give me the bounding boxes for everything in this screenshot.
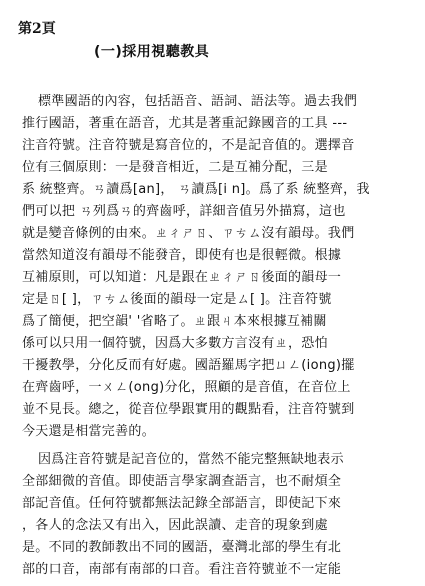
text-line: 部的口音，南部有南部的口音。看注音符號並不一定能 — [22, 562, 342, 577]
text-line: 推行國語，著重在語音，尤其是著重記錄國音的工具 --- — [22, 116, 348, 131]
text-line: 互補原則，可以知道：凡是跟在ㄓㄔㄕㄖ後面的韻母一 — [22, 270, 342, 285]
text-line: 系 統整齊。ㄢ讀爲[an]， ㄢ讀爲[i n]。爲了系 統整齊，我 — [22, 182, 370, 197]
text-line: 就是變音條例的由來。ㄓㄔㄕㄖ、ㄗㄘㄙ沒有韻母。我們 — [22, 226, 355, 241]
text-line: 定是ㄖ[ ]，ㄗㄘㄙ後面的韻母一定是ㄙ[ ]。注音符號 — [22, 292, 332, 307]
text-line: 是。不同的教師教出不同的國語，臺灣北部的學生有北 — [22, 540, 342, 555]
section-title: (一)採用視聽教具 — [94, 44, 210, 60]
text-line: 當然知道沒有韻母不能發音，即使有也是很輕微。根據 — [22, 248, 342, 263]
text-line: 標準國語的內容，包括語音、語詞、語法等。過去我們 — [38, 94, 358, 109]
text-line: 在齊齒呼，一ㄨㄥ(ong)分化，照顧的是音值，在音位上 — [22, 380, 351, 395]
text-line: 並不見長。總之，從音位學跟實用的觀點看，注音符號到 — [22, 402, 355, 417]
text-line: 因爲注音符號是記音位的，當然不能完整無缺地表示 — [38, 452, 344, 467]
text-line: 爲了簡便，把空韻' '省略了。ㄓ跟ㄐ本來根據互補關 — [22, 314, 327, 329]
text-line: 們可以把 ㄢ列爲ㄢ的齊齒呼，詳細音值另外描寫，這也 — [22, 204, 346, 219]
text-line: 干擾教學，分化反而有好處。國語羅馬字把ㄩㄥ(iong)擺 — [22, 358, 355, 373]
text-line: 係可以只用一個符號，因爲大多數方言沒有ㄓ，恐怕 — [22, 336, 328, 351]
page-number: 第2頁 — [18, 21, 56, 37]
text-line: 部記音值。任何符號都無法記錄全部語言，即使記下來 — [22, 496, 342, 511]
text-line: 今天還是相當完善的。 — [22, 424, 156, 439]
text-line: 全部細微的音值。即使語言學家調查語言，也不耐煩全 — [22, 474, 342, 489]
text-line: 注音符號。注音符號是寫音位的，不是記音值的。選擇音 — [22, 138, 355, 153]
text-line: ，各人的念法又有出入，因此誤讀、走音的現象到處 — [22, 518, 328, 533]
text-line: 位有三個原則：一是發音相近，二是互補分配，三是 — [22, 160, 328, 175]
